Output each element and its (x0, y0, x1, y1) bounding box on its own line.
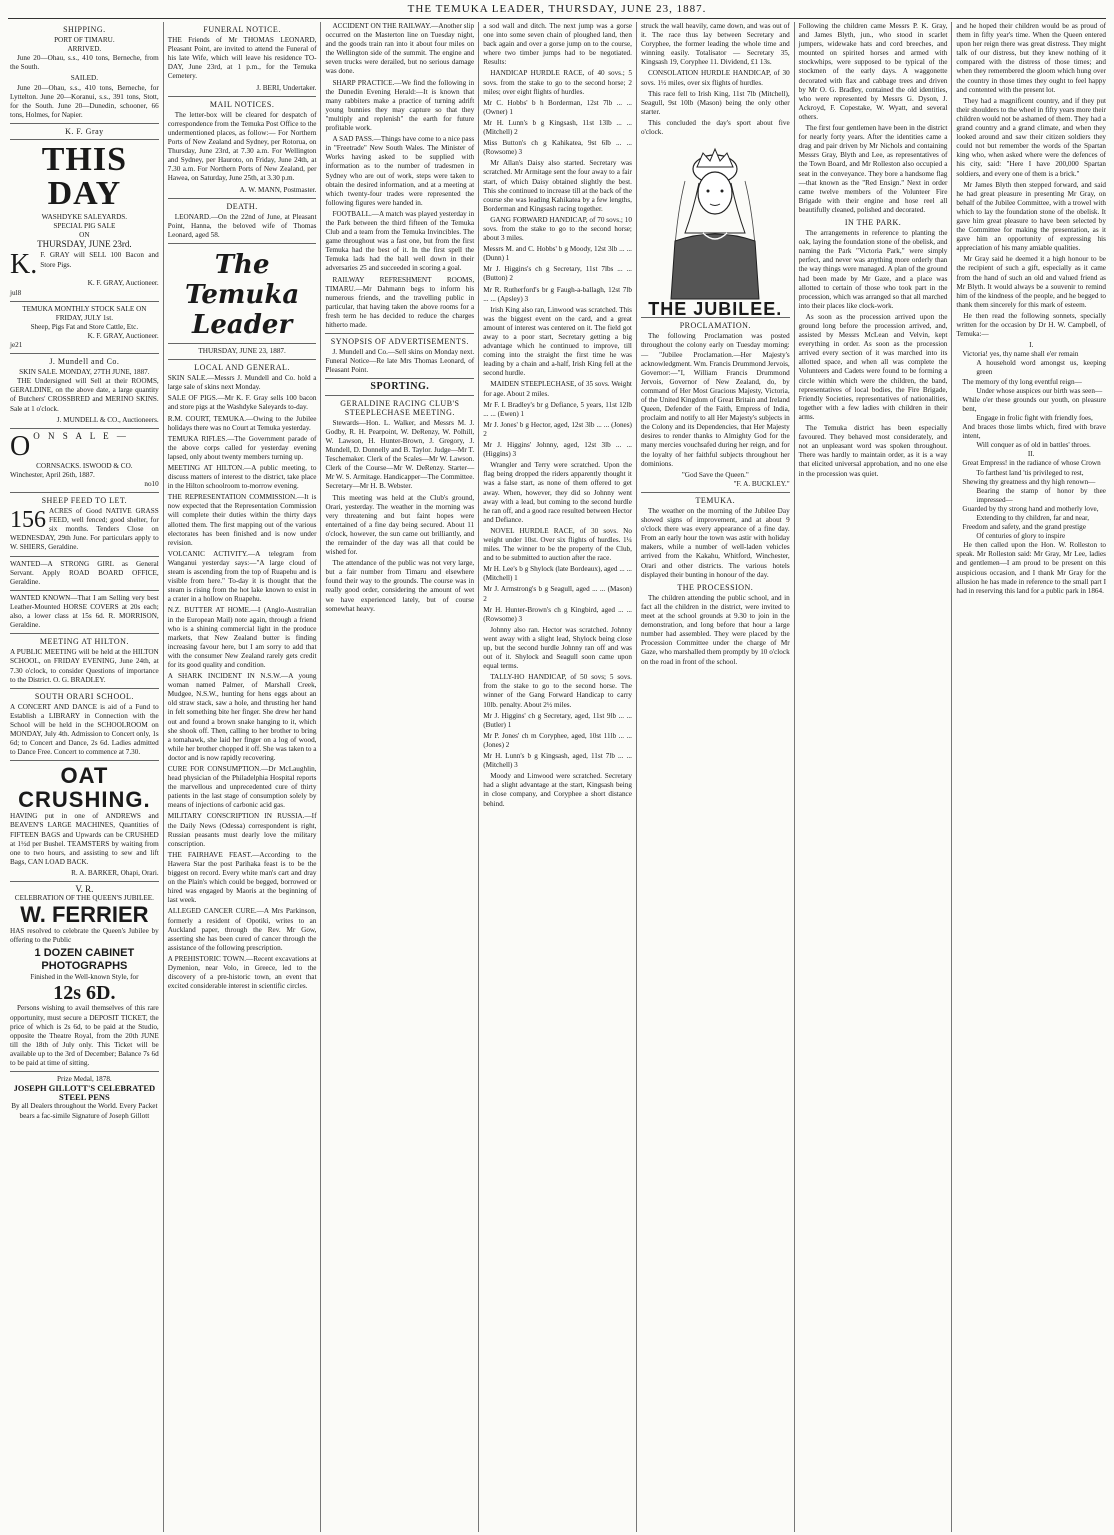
acres-text: ACRES of Good NATIVE GRASS FEED, well fenced; good shelter, for six months. Tenders Close on WEDNESDAY, 29th June. For particulars apply to W. SHIERS, Geraldine. (10, 507, 159, 552)
temuka-heading: TEMUKA. (695, 495, 736, 505)
skin-sale-text: THE Undersigned will Sell at their ROOMS, GERALDINE, on the above date, a large quantity of Butchers' CROSSBRED and MERINO SKINS. Sale at 1 o'clock. (10, 377, 159, 413)
sonnet-number-1: I. (1029, 341, 1034, 350)
results-list-3 (483, 401, 632, 460)
column-5 (637, 22, 795, 1532)
fire-brigade-text: The first four gentlemen have been in the district for nearly forty years. After the identities came a drag and pair driven by Mr Nichols and containing Messrs Gray, Blyth and Lee, as representatives of the Town Board, and Mr Rolleston also occupied a seat in the conveyance. They bore a handsome flag—that known as the "Red Ensign." Next in order came twelve members of the Volunteer Fire Brigade with their engine and hose reel all beautifully cleaned, polished and decorated. (798, 124, 948, 214)
masthead-text: THE TEMUKA LEADER, THURSDAY, JUNE 23, 1887. (407, 3, 707, 15)
divider (10, 590, 159, 591)
arrived-heading: ARRIVED. (67, 45, 102, 54)
on-label: ON (79, 231, 90, 240)
poem-line: Under whose auspices our birth was seen— (976, 386, 1103, 395)
divider (168, 198, 317, 199)
race-result-row: Mr J. Jones' b g Hector, aged, 12st 3lb ... ... (Jones) 2 (483, 420, 632, 438)
divider (168, 343, 317, 344)
column-6 (795, 22, 953, 1532)
consolation-text: This race fell to Irish King, 11st 7lb (Mitchell), Seagull, 9st 10lb (Mason) being the only other starter. (640, 89, 790, 116)
gang-forward-heading: GANG FORWARD HANDICAP, of 70 sovs.; 10 sovs. from the stake to go to the second horse; about 3 miles. (483, 215, 632, 243)
divider (10, 123, 159, 124)
concert-text: A CONCERT AND DANCE is aid of a Fund to Establish a LIBRARY in Connection with the School will be held in the SCHOOLROOM on MONDAY, July 4th. Admission to Concert only, 1s 6d; to Concert and Dance, 2s 6d. Ladies admitted to Dance Free. Concert to commence at 7.30. (10, 702, 159, 757)
poem-line: While o'er these grounds our youth, on pleasure bent, (962, 395, 1106, 413)
cabinet-photographs: 1 DOZEN CABINET PHOTOGRAPHS (34, 947, 135, 973)
sonnet-1 (956, 350, 1106, 450)
special-pig-sale: SPECIAL PIG SALE (53, 222, 116, 231)
geraldine-racing-heading: GERALDINE RACING CLUB'S STEEPLECHASE MEETING. (340, 398, 460, 417)
buckley-signature: "F. A. BUCKLEY." (733, 479, 790, 488)
local-news-item: MILITARY CONSCRIPTION IN RUSSIA.—If the Daily News (Odessa) correspondent is right, Russian peasants must dearly love the military conscription. (167, 812, 317, 848)
ferrier-headline: W. FERRIER (20, 902, 149, 928)
issue-date: THURSDAY, JUNE 23, 1887. (198, 346, 286, 355)
divider (641, 492, 790, 493)
race-result-row: Mr J. Armstrong's b g Seagull, aged ... ... (Mason) 2 (483, 585, 632, 603)
local-news-item: ALLEGED CANCER CURE.—A Mrs Parkinson, formerly a resident of Opotiki, writes to an Auckland paper, through the Rev. Mr Gow, asserting she has been cured of cancer through the assistance of the following prescription. (167, 907, 317, 952)
results-list-1 (483, 99, 632, 158)
divider (10, 139, 159, 140)
poem-line: Great Empress! in the radiance of whose Crown (962, 459, 1101, 468)
gillott-heading: JOSEPH GILLOTT'S CELEBRATED STEEL PENS (13, 1083, 156, 1103)
results-list-2 (483, 245, 632, 304)
column-3 (321, 22, 479, 1532)
mundell-heading: J. Mundell and Co. (49, 357, 120, 367)
kf-gray-heading: K. F. Gray (65, 126, 104, 136)
local-news-item: VOLCANIC ACTIVITY.—A telegram from Wanganui yesterday says:—"A large cloud of steam is ascending from the top of Ruapehu and is visible from here." To-day it is thought that the steam is rising from the hot lake known to exist in a crater in a hollow on Ruapehu. (167, 549, 317, 604)
attendance-text: The attendance of the public was not very large, but a fair number from Timaru and elsewhere found their way to the grounds. The course was in really good order, considering the amount of wet we have experienced lately, but of course somewhat heavy. (325, 559, 475, 613)
jubilee-headline: THE JUBILEE. (648, 299, 783, 320)
winchester-date: Winchester, April 26th, 1887. (10, 470, 95, 479)
divider (325, 378, 474, 379)
local-general-heading: LOCAL AND GENERAL. (194, 363, 290, 373)
no10-code: no10 (144, 479, 159, 488)
mail-heading: MAIL NOTICES. (209, 99, 275, 109)
novel-hurdle-heading: NOVEL HURDLE RACE, of 30 sovs. No weight under 10st. Over six flights of hurdles. 1¼ miles. The winner to be the property of the Club, and to be submitted to auction after the race. (483, 526, 632, 563)
masthead (0, 0, 1114, 18)
sonnets-intro: He then read the following sonnets, specially written for the occasion by Dr H. W. Campbell, of Temuka:— (956, 311, 1106, 339)
synopsis-text: J. Mundell and Co.—Sell skins on Monday next. Funeral Notice—Re late Mrs Thomas Leonard, of Pleasant Point. (325, 348, 475, 375)
obelisk-text: Mr James Blyth then stepped forward, and said he had great pleasure in presenting Mr Gray, on behalf of the Jubilee Committee, with a trowel with which to lay the foundation stone of the obelisk. It gave him great pleasure to have been selected by the Committee for making the presentation, as it gave him an opportunity of expressing his appreciation of his many amiable qualities. (956, 180, 1106, 253)
concluded-text: This concluded the day's sport about five o'clock. (640, 118, 790, 137)
column-1 (6, 22, 164, 1532)
results-list-4 (483, 565, 632, 624)
sonnet-number-2: II. (1027, 450, 1035, 459)
race-result-row: Mr H. Lee's b g Shylock (late Bordeaux), aged ... ... (Mitchell) 1 (483, 565, 632, 583)
temuka-monthly-sale: TEMUKA MONTHLY STOCK SALE ON FRIDAY, JULY 1st. (22, 304, 147, 322)
railway-refreshment-paragraph: RAILWAY REFRESHMENT ROOMS, TIMARU.—Mr Dahmann begs to inform his numerous friends, and the travelling public in particular, that having taken the above rooms for a fresh term he has decided to reduce the charges hitherto made. (325, 275, 475, 329)
ferrier-text: HAS resolved to celebrate the Queen's Jubilee by offering to the Public (10, 927, 159, 945)
local-news-item: A PREHISTORIC TOWN.—Recent excavations at Dymenion, near Volo, in Greece, led to the discovery of a pre-historic town, an event that excited considerable interest in scientific circles. (167, 954, 317, 991)
race2-description: Irish King also ran, Linwood was scratched. This was the biggest event on the card, and a great amount of interest was centered on it. The field got away to a poor start, Secretary getting a big advantage which he continued to improve, till coming into the straight the first time he was leading by a chain and a-half, Irish King fell at the second hurdle. (483, 305, 632, 378)
oat-crushing-headline: OAT CRUSHING. (18, 763, 151, 813)
poem-line: Freedom and safety, and the grand prestige (962, 523, 1086, 532)
poem-line: A household word amongst us, keeping green (976, 359, 1106, 377)
race-result-row: Miss Button's ch g Kahikatea, 9st 6lb ... ... (Rowsome) 3 (483, 139, 632, 157)
stewards-text: Stewards—Hon. L. Walker, and Messrs M. J. Godby, R. H. Pearpoint, W. DeRenzy, W. Polhill, W. Lawson, H. Hunter-Brown, J. Gregory, J. Mundell, D. Donnelly and B. Taylor. Judge—Mr T. Teschemaker. Clerk of the Scales—Mr W. Lawson. Clerk of the Course—Mr W. DeRenzy. Starter—Mr W. S. Armitage. Handicapper—The Committee. Secretary—Mr H. B. Webster. (325, 418, 475, 491)
mail-text: The letter-box will be cleared for despatch of correspondence from the Temuka Post Office to the undermentioned places, as follow:— For Northern Ports of New Zealand and Sydney, per Rotorua, on Thursday, June 23rd, at 7.30 a.m. For Wellington and Sydney, per Hauroto, on Friday, June 24th, at 7.30 a.m. For Northern Ports of New Zealand, per Hawea, on Saturday, June 25th, at 3.30 p.m. (167, 110, 317, 183)
divider (168, 96, 317, 97)
race5-description: Moody and Linwood were scratched. Secretary had a slight advantage at the start, Kingsash being in close company, and Coryphee a short distance behind. (483, 772, 632, 808)
race4-description: Johnny also ran. Hector was scratched. Johnny went away with a slight lead, Shylock being close up, but the second hurdle Johnny ran off and was out of it. Shylock and Seagull soon came upon equal terms. (483, 625, 632, 671)
local-news-item: MEETING AT HILTON.—A public meeting, to discuss matters of interest to the district, take place in the Hilton schoolroom to-morrow evening. (167, 464, 317, 491)
skin-sale-heading: SKIN SALE. MONDAY, 27TH JUNE, 1887. (19, 368, 150, 377)
postmaster-signature: A. W. MANN, Postmaster. (239, 185, 317, 194)
race-result-row: Mr F. I. Bradley's br g Defiance, 5 years, 11st 12lb ... ... (Ewen) 1 (483, 400, 632, 418)
results-list-5 (483, 712, 632, 771)
divider (325, 395, 474, 396)
wanted-girl-ad: WANTED—A STRONG GIRL as General Servant. Apply ROAD BOARD OFFICE, Geraldine. (10, 559, 159, 586)
column-4 (479, 22, 637, 1532)
divider (10, 428, 159, 429)
race5-continued: struck the wall heavily, came down, and was out of it. The race thus lay between Secretary and Coryphee, the former leading the whole time and winning easily. Totalisator — Secretary 35, Kingsash 19, Coryphee 11. Dividend, £1 13s. (640, 22, 790, 67)
kf-auctioneer: K. F. GRAY, Auctioneer. (87, 279, 159, 288)
on-sale-heading: O N S A L E — (33, 431, 129, 441)
local-news-item: R.M. COURT, TEMUKA.—Owing to the Jubilee holidays there was no Court at Temuka yesterday. (167, 414, 317, 432)
local-news-item: TEMUKA RIFLES.—The Government parade of the above corps called for yesterday evening lapsed, only about twenty members turning up. (167, 434, 317, 461)
washdyke-saleyards: WASHDYKE SALEYARDS. (41, 213, 128, 222)
barker-signature: R. A. BARKER, Ohapi, Orari. (71, 868, 159, 877)
closing-text: He then called upon the Hon. W. Rolleston to speak. Mr Rolleston said: Mr Gray, Mr Lee, ladies and gentlemen—I am proud to be present on this auspicious occasion, and I thank Mr Gray for the allusion he has made in reference to the small part I had in reserving this land for a public park in 1864. (956, 541, 1106, 595)
sharp-practice-paragraph: SHARP PRACTICE.—We find the following in the Dunedin Evening Herald:—It is known that many rabbiters make a practice of turning adrift young bunnies they may capture so that they "multiply and replenish" the earth for future profitable work. (325, 78, 475, 133)
race3-description: Wrangler and Terry were scratched. Upon the flag being dropped the riders apparently thought it was a false start, as none of them offered to get away. When, however, they did so Johnny went away with a lead, but coming to the second hurdle he ran off, and a good race resulted between Hector and Defiance. (483, 461, 632, 524)
poem-line: Victoria! yes, thy name shall e'er remain (962, 350, 1079, 359)
local-news-item: SALE OF PIGS.—Mr K. F. Gray sells 100 bacon and store pigs at the Washdyke Saleyards to-day. (167, 394, 317, 412)
cornsacks-text: CORNSACKS. ISWOOD & CO. (36, 461, 133, 470)
acres-number: 156 (10, 507, 46, 534)
race-result-row: Mr J. Higgins' ch g Secretary, aged, 11st 9lb ... ... (Butler) 1 (483, 711, 632, 729)
sheep-feed-heading: SHEEP FEED TO LET. (41, 496, 128, 505)
kf-auctioneer-2: K. F. GRAY, Auctioneer. (87, 331, 159, 340)
price-headline: 12s 6D. (53, 982, 116, 1005)
south-orari-heading: SOUTH ORARI SCHOOL. (34, 691, 134, 701)
divider (10, 353, 159, 354)
synopsis-heading: SYNOPSIS OF ADVERTISEMENTS. (330, 337, 469, 347)
in-park-heading: IN THE PARK. (844, 217, 902, 227)
divider (10, 881, 159, 882)
gray-reply-text: Mr Gray said he deemed it a high honour to be the recipient of such a gift, especially as it came from the hand of such an old and valued friend as Mr Blyth. It would always be a souvenir to remind him of the kindness of the people, and he begged to thank them sincerely for this mark of esteem. (956, 255, 1106, 309)
sailed-text: June 20—Ohau, s.s., 410 tons, Berneche, for Lyttelton. June 20—Koranui, s.s., 391 tons, Stott, for the South. June 20—Dunedin, schooner, 66 tons, Holmes, for Napier. (10, 83, 159, 119)
column-7 (952, 22, 1110, 1532)
in-park-text: The arrangements in reference to planting the oak, laying the foundation stone of the obelisk, and naming the Park "Victoria Park," were simply perfect, and never was anything more orderly than the way things were managed. A plan of the ground had been made by Mr Gaze, and a place was allotted to certain of those who took part in the procession, which was arranged so that all marched into their places like clock-work. (798, 229, 948, 310)
tally-ho-heading: TALLY-HO HANDICAP, of 50 sovs; 5 sovs. from the stake to go to the second horse. The winner of the Gang Forward Handicap to carry 10lb. penalty. About 2½ miles. (483, 673, 632, 709)
handicap-hurdle-heading: HANDICAP HURDLE RACE, of 40 sovs.; 5 sovs. from the stake to go to the second horse; 2 miles; over eight flights of hurdles. (483, 69, 632, 96)
death-heading: DEATH. (226, 201, 258, 211)
poem-line: To farthest land 'tis privileged to rest, (976, 468, 1084, 477)
race-result-row: Mr P. Jones' ch m Coryphee, aged, 10st 11lb ... ... (Jones) 2 (483, 731, 632, 749)
sporting-heading: SPORTING. (370, 381, 430, 393)
speech-intro: and he hoped their children would be as proud of them in fifty year's time. When the Queen entered upon her reign there was great distress. They might talk of our distress, but they knew nothing of it compared with the distress of those times; and when they remembered the gloom which hung over the country in those times they ought to feel happy and contented with the present lot. (956, 22, 1106, 94)
race-intro: a sod wall and ditch. The next jump was a gorse one into some seven chain of ploughed land, then back again and over a gorse jump on to the course, where two timber jumps had to be negotiated. Results: (483, 22, 632, 67)
proclamation-heading: PROCLAMATION. (679, 321, 751, 331)
kf-will-sell: F. GRAY will SELL 100 Bacon and Store Pigs. (40, 251, 159, 269)
poem-line: Will conquer as of old in battles' throes. (976, 441, 1091, 450)
celebration-heading: CELEBRATION OF THE QUEEN'S JUBILEE. (14, 894, 154, 903)
jul8-code: jul8 (10, 288, 22, 297)
divider (168, 243, 317, 244)
mundell-auctioneers: J. MUNDELL & CO., Auctioneers. (56, 415, 159, 424)
oat-crushing-text: HAVING put in one of ANDREWS and BEAVEN'S LARGE MACHINES, Quantities of FIFTEEN BAGS and Upwards can be CRUSHED at 1½d per Bushel. TEAMSTERS by waiting from one to two hours, and assisting to sew and lift Bags, CAN LOAD BACK. (10, 812, 159, 866)
poem-line: Extending to thy children, far and near, (976, 513, 1090, 522)
divider (325, 333, 474, 334)
divider (10, 556, 159, 557)
ceremony-text: As soon as the procession arrived upon the ground long before the procession arrived, and, assisted by Messrs McLean and Velvin, kept everything in order. As soon as the procession arrived every section of it was marched into its allotted space, and when all was complete the Volunteers and Cadets were found to be forming a circle within which were the children, the band, representatives of local bodies, the Fire Brigade, Friendly Societies, representatives of nationalities, together with a few ladies with children in their arms. (798, 312, 948, 421)
thursday-date: THURSDAY, JUNE 23rd. (37, 239, 132, 250)
je21-code: je21 (10, 340, 23, 349)
poem-line: The memory of thy long eventful reign— (962, 377, 1082, 386)
drop-cap-k: K. (10, 251, 38, 280)
sheep-pigs: Sheep, Pigs Fat and Store Cattle, Etc. (30, 322, 139, 331)
funeral-text: THE Friends of Mr THOMAS LEONARD, Pleasant Point, are invited to attend the Funeral of his late Wife, which will leave his residence TO-DAY, June 23rd, at 1 p.m., for the Temuka Cemetery. (167, 36, 317, 81)
poem-line: Engage in frolic fight with friendly foes, (976, 413, 1093, 422)
speech-more: They had a magnificent country, and if they put their shoulders to the wheel in fifty years more their children would not be ashamed of them. They had a grand country and a grand climate, and when they looked around and saw their citizen soldiers they could not but remember the words of the Spartan king who, when asked where were the defences of his city, said: "Here I have 200,000 Spartan soldiers, and every one of them is a brick." (956, 96, 1106, 178)
funeral-heading: FUNERAL NOTICE. (203, 25, 281, 34)
god-save-queen: "God Save the Queen." (681, 470, 749, 479)
poem-line: Bearing the stamp of honor by thee impressed— (976, 486, 1106, 504)
race-result-row: Mr J. Higgins' Johnny, aged, 12st 3lb ... ... (Higgins) 3 (483, 441, 632, 459)
divider (168, 359, 317, 360)
race-result-row: Mr R. Rutherford's br g Faugh-a-ballagh, 12st 7lb ... ... (Apsley) 3 (483, 285, 632, 303)
local-news-item: THE REPRESENTATION COMMISSION.—It is now expected that the Representation Commission will complete their duties within the thirty days allotted them. The first mapping out of the various electorates has been finished and is now under revision. (167, 493, 317, 547)
maiden-steeple-heading: MAIDEN STEEPLECHASE, of 35 sovs. Weight for age. About 2 miles. (483, 380, 632, 398)
photo-offer-text: Persons wishing to avail themselves of this rare opportunity, must secure a DEPOSIT TICKET, the price of which is 2s 6d, to be paid at the Studio, opposite the Theatre Royal, from the 20th JUNE till the 18th of July only. This Ticket will be available up to the 3rd of December; Balance 7s 6d to be paid at time of sitting. (10, 1004, 159, 1068)
race-result-row: Mr H. Lunn's b g Kingsash, 11st 13lb ... ... (Mitchell) 2 (483, 118, 632, 137)
delegates-text: The Temuka district has been especially favoured. They behaved most considerately, and not an unpleasant word was spoken throughout. There was hardly to maintain order, as it is a way that elicited universal approbation, and no one else in the procession was quiet. (798, 424, 948, 478)
consolation-heading: CONSOLATION HURDLE HANDICAP, of 30 sovs. 1½ miles, over six flights of hurdles. (640, 69, 790, 87)
poem-line: Guarded by thy strong hand and motherly love, (962, 504, 1099, 513)
arrived-text: June 20—Ohau, s.s., 410 tons, Berneche, from the South. (10, 54, 159, 72)
race-result-row: Mr C. Hobbs' b h Borderman, 12st 7lb ... ... (Owner) 1 (483, 98, 632, 116)
race1-description: Mr Allan's Daisy also started. Secretary was scratched. Mr Armitage sent the four away to a fair start, of which Daisy obtained slightly the best. This she continued to increase till at the back of the course she was leading Kahikatea by a few lengths, Borderman and Kingsash racing together. (483, 159, 632, 213)
divider (10, 1071, 159, 1072)
column-2 (164, 22, 322, 1532)
meeting-hilton-text: A PUBLIC MEETING will be held at the HILTON SCHOOL, on FRIDAY EVENING, June 24th, at 7.30 o'clock, to consider Questions of importance to the District. O. G. BRADLEY. (10, 648, 159, 684)
newspaper-title: The Temuka Leader (185, 249, 300, 340)
procession-continued: Following the children came Messrs P. K. Gray, and James Blyth, jun., who stood in scarlet jumpers, widewake hats and cord breeches, and mounted on spirited horses and armed with stockwhips, were supposed to be typical of the stockmen of the early days. A waggonette decorated with flax and cabbage trees and driven by Mr O. G. Bradley, contained the old identities, who were represented by Messrs G. Dyson, J. Ackroyd, F. Copestake, W. Wyatt, and several others. (798, 22, 948, 121)
columns (6, 22, 1110, 1532)
drop-cap-o: O (10, 431, 31, 462)
local-news-item: SKIN SALE.—Messrs J. Mundell and Co. hold a large sale of skins next Monday. (167, 374, 317, 392)
football-paragraph: FOOTBALL.—A match was played yesterday in the Park between the third fifteen of the Temuka Club and a team from the Temuka Invincibles. The game throughout was a fast one, but from the first Temuka had the best of it. In the first spell the Temuka lads had the ball well down in their adversaries 25 and succeeded in scoring a goal. (325, 209, 475, 273)
queen-victoria-portrait (655, 141, 775, 301)
meeting-held-text: This meeting was held at the Club's ground, Orari, yesterday. The weather in the morning was very threatening and but faint hopes were entertained of a fine day being secured. About 11 o'clock, however, the sun came out brilliantly, and the remainder of the day was all that could be wished for. (325, 493, 475, 557)
procession-heading: THE PROCESSION. (677, 582, 754, 592)
divider (10, 760, 159, 761)
shipping-heading: SHIPPING. (63, 25, 106, 34)
local-news-item: THE FAIRHAVE FEAST.—According to the Hawera Star the post Parihaka feast is to be the biggest on record. Every white man's cart and dray on the Plain's which could be begged, borrowed or hired was engaged by Maoris at the beginning of last week. (167, 850, 317, 905)
divider (10, 301, 159, 302)
port-heading: PORT OF TIMARU. (54, 36, 115, 45)
local-news-item: A SHARK INCIDENT IN N.S.W.—A young woman named Palmer, of Marshall Creek, Mudgee, N.S.W., hunting for hens eggs about an old straw stack, saw a hole, and thrusting her hand in felt something bite her finger. She drew her hand out and found a brown snake hanging to it, which she shook off. Then, calling to her brother to bring a tomahawk, she laid her finger on a log of wood, while her brother chopped it off. She was taken to a doctor and is now rapidly recovering. (167, 672, 317, 762)
divider (10, 688, 159, 689)
race-result-row: Mr H. Lunn's b g Kingsash, aged, 11st 7lb ... ... (Mitchell) 3 (483, 752, 632, 770)
poem-line: Of centuries of glory to inspire (976, 532, 1066, 541)
race-result-row: Messrs M. and C. Hobbs' b g Moody, 12st 3lb ... ... (Dunn) 1 (483, 245, 632, 263)
proclamation-text: The following Proclamation was posted throughout the colony early on Tuesday morning:— "Jubilee Proclamation.—Her Majesty's acknowledgment. Wm. Francis Drummond Jervois, Governor:—"I, William Francis Drummond Jervois, Governor of New Zealand, do, by command of Her Most Gracious Majesty, Victoria, of the United Kingdom of Great Britain and Ireland Queen, Defender of the Faith, Empress of India, proclaim and notify to all Her Majesty's subjects in the Colony and its Dependencies, that Her Majesty desires to render thanks to Almighty God for the many mercies vouchsafed during her reign, and for the loyalty of her faithful subjects throughout her dominions. (640, 332, 790, 468)
race-result-row: Mr J. Higgins's ch g Secretary, 11st 7lbs ... ... (Button) 2 (483, 265, 632, 283)
temuka-text: The weather on the morning of the Jubilee Day showed signs of improvement, and at about 9 o'clock there was every appearance of a fine day. From an early hour the town was astir with holiday makers, while a number of well-laden vehicles arrived from the Kakahu, Whitford, Winchester, Orari and other districts. The various hotels displayed their bunting in honour of the day. (640, 507, 790, 579)
this-day-headline: THIS DAY (41, 141, 127, 213)
sailed-heading: SAILED. (70, 74, 99, 83)
undertaker-signature: J. BERI, Undertaker. (256, 83, 317, 92)
sad-pass-paragraph: A SAD PASS.—Things have come to a nice pass in "Freetrade" New South Wales. The Minister of Works having asked to be supplied with information as to the number of tradesmen in Sydney who are out of work, steps were taken to obtain the desired information, and at a meeting at which twenty-four trades were represented the following figures were handed in. (325, 135, 475, 207)
local-news-list (168, 374, 317, 991)
divider (10, 633, 159, 634)
accident-paragraph: ACCIDENT ON THE RAILWAY.—Another slip occurred on the Masterton line on Tuesday night, and the goods train ran into it about four miles on the Wellington side of the summit. The engine and seven trucks were derailed, but no serious damage was done. (325, 22, 475, 76)
death-text: LEONARD.—On the 22nd of June, at Pleasant Point, Hanna, the beloved wife of Thomas Leonard, aged 58. (167, 212, 317, 239)
procession-text: The children attending the public school, and in fact all the children in the district, were invited to meet at the school grounds at 9.30 to join in the demonstration, and long before that hour a large number had assembled. They were placed by the Procession Committee under the charge of Mr Gaze, who marshalled them promptly by 10 o'clock on the road in front of the school. (640, 593, 790, 666)
poem-line: Shewing thy greatness and thy high renown— (962, 477, 1096, 486)
meeting-hilton-heading: MEETING AT HILTON. (39, 637, 129, 647)
masthead-rule (8, 18, 1106, 19)
prize-medal: Prize Medal, 1878. (57, 1075, 112, 1084)
sonnet-2 (956, 459, 1106, 541)
vr-initials: V. R. (75, 884, 94, 894)
gillott-text: By all Dealers throughout the World. Every Packet bears a fac-simile Signature of Joseph Gillott (11, 1102, 158, 1120)
wanted-known-ad: WANTED KNOWN—That I am Selling very best Leather-Mounted HORSE COVERS at 20s each; also, a lower class at 15s 6d. R. MORRISON, Geraldine. (10, 593, 159, 630)
race-result-row: Mr H. Hunter-Brown's ch g Kingbird, aged ... ... (Rowsome) 3 (483, 605, 632, 623)
divider (10, 492, 159, 493)
finished-text: Finished in the Well-known Style, for (30, 973, 139, 982)
poem-line: And braces those limbs which, fired with brave intent, (962, 423, 1106, 441)
local-news-item: N.Z. BUTTER AT HOME.—I (Anglo-Australian in the European Mail) note again, through a friend who is a shining commercial light in the produce markets, that New Zealand butter is finding increasing favour here, but I am sorry to add that with the consumer New Zealand rarely gets credit for its good quality and condition. (167, 606, 317, 669)
local-news-item: CURE FOR CONSUMPTION.—Dr McLaughlin, head physician of the Philadelphia Hospital reports the marvellous and unprecedented cure of thirty patients in the last stage of consumption solely by means of injections of carbonic acid gas. (167, 765, 317, 810)
